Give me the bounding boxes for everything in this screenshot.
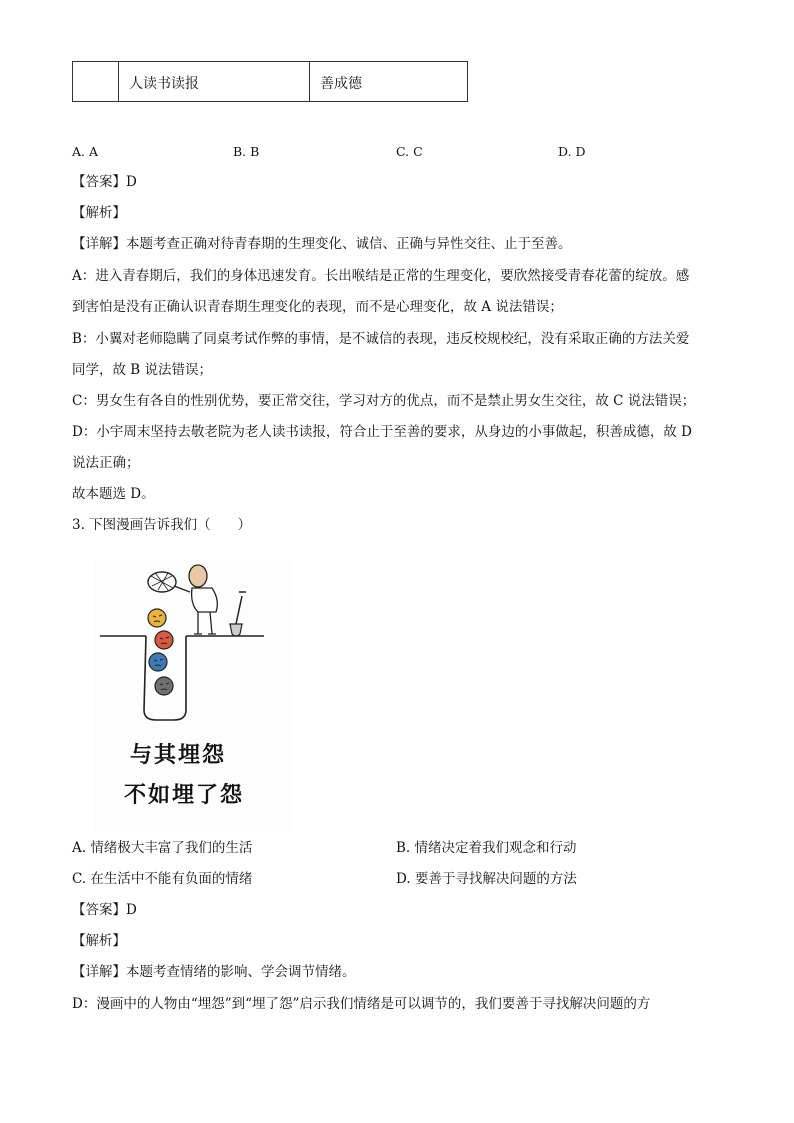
q3-analysis-label: 【解析】	[72, 933, 126, 949]
q2-line-7: 说法正确；	[72, 455, 140, 471]
q3-answer-value: D	[126, 902, 137, 918]
q2-line-3: B：小翼对老师隐瞒了同桌考试作弊的事情，是不诚信的表现，违反校规校纪，没有采取正确的方法关爱	[72, 331, 690, 347]
q2-detail-text: 本题考查正确对待青春期的生理变化、诚信、正确与异性交往、止于至善。	[126, 236, 572, 252]
q2-option-b: B. B	[233, 144, 260, 159]
table-cell-empty	[73, 62, 119, 101]
table-cell-virtue	[310, 62, 469, 101]
q2-answer	[72, 172, 137, 192]
q3-option-d: D. 要善于寻找解决问题的方法	[396, 871, 577, 887]
q3-stem: 3. 下图漫画告诉我们（ ）	[72, 517, 252, 533]
q2-line-1: A：进入青春期后，我们的身体迅速发育。长出喉结是正常的生理变化，要欣然接受青春花蕾的绽放。感	[72, 268, 690, 284]
q2-line-2: 到害怕是没有正确认识青春期生理变化的表现，而不是心理变化，故 A 说法错误；	[72, 299, 563, 315]
q2-option-c: C. C	[396, 144, 423, 159]
ball-yellow	[148, 609, 166, 627]
q2-answer-label: 【答案】	[72, 174, 126, 190]
q3-detail	[72, 962, 356, 982]
q3-option-c: C. 在生活中不能有负面的情绪	[72, 871, 253, 887]
q3-option-b: B. 情绪决定着我们观念和行动	[396, 840, 577, 856]
table-cell-virtue-text: 善成德	[320, 76, 362, 92]
q2-line-5: C：男女生有各自的性别优势，要正常交往，学习对方的优点，而不是禁止男女生交往，故 C 说法错误；	[72, 393, 696, 409]
q3-answer	[72, 900, 137, 920]
ball-gray	[155, 677, 173, 695]
ball-blue	[149, 653, 167, 671]
q2-line-8: 故本题选 D。	[72, 486, 155, 502]
table-cell-activity-text: 人读书读报	[129, 76, 199, 92]
q2-option-d: D. D	[558, 144, 586, 159]
table-cell-activity	[119, 62, 310, 101]
answer-table	[72, 61, 468, 102]
q3-last-line: D：漫画中的人物由“埋怨”到“埋了怨”启示我们情绪是可以调节的，我们要善于寻找解决问题的方	[72, 996, 651, 1012]
comic-caption-line1: 与其埋怨	[130, 742, 227, 768]
q3-answer-label: 【答案】	[72, 902, 126, 918]
q3-detail-label: 【详解】	[72, 964, 126, 980]
comic-caption-line2: 不如埋了怨	[124, 782, 245, 808]
q2-line-4: 同学，故 B 说法错误；	[72, 362, 213, 378]
q2-option-a: A. A	[72, 144, 99, 159]
q3-option-a: A. 情绪极大丰富了我们的生活	[72, 840, 253, 856]
q2-answer-value: D	[126, 174, 137, 190]
q2-line-6: D：小宇周末坚持去敬老院为老人读书读报，符合止于至善的要求，从身边的小事做起，积善成德，故 D	[72, 424, 692, 440]
q2-analysis-label: 【解析】	[72, 205, 126, 221]
q2-detail-label: 【详解】	[72, 236, 126, 252]
q2-detail	[72, 234, 572, 254]
q3-detail-text: 本题考查情绪的影响、学会调节情绪。	[126, 964, 356, 980]
ball-red	[155, 631, 173, 649]
comic-illustration	[94, 560, 292, 832]
